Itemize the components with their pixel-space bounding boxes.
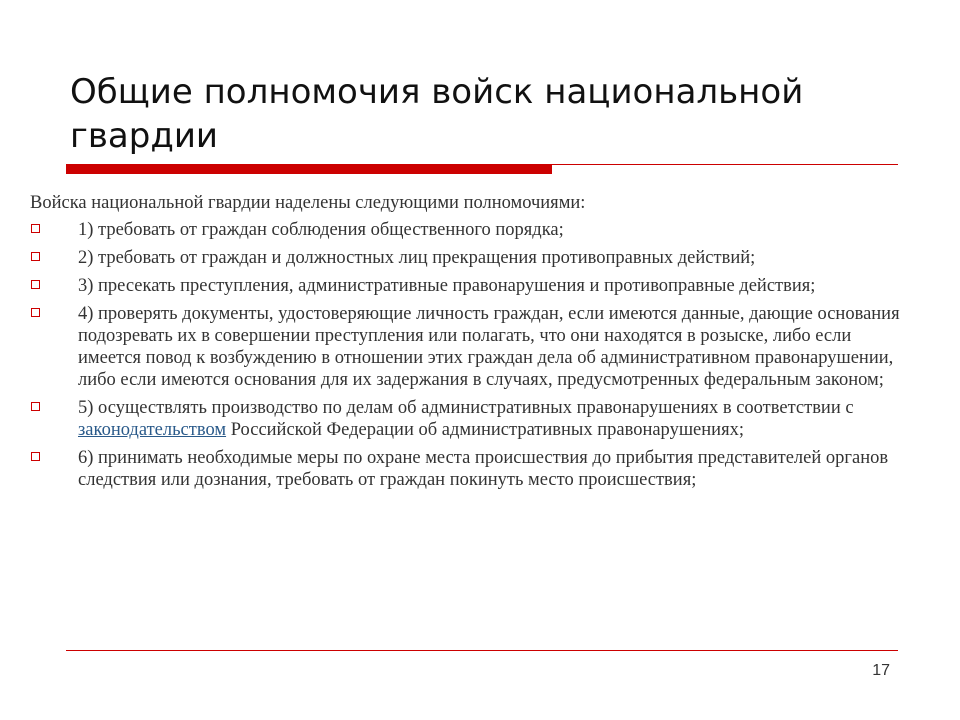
- list-item-text: [78, 398, 854, 440]
- square-bullet-icon: [31, 280, 40, 289]
- list-item: [30, 447, 900, 491]
- list-item-text: 2) требовать от граждан и должностных лиц прекращения противоправных действий;: [78, 248, 756, 268]
- list-item: [30, 397, 900, 441]
- list-item-text: 1) требовать от граждан соблюдения общественного порядка;: [78, 220, 564, 240]
- legislation-link[interactable]: законодательством: [78, 420, 227, 440]
- slide-content: [30, 192, 900, 497]
- list-item: [30, 219, 900, 241]
- square-bullet-icon: [31, 308, 40, 317]
- list-item-text-before: 5) осуществлять производство по делам об административных правонарушениях в соответствии с: [78, 398, 854, 418]
- slide-title: Общие полномочия войск национальной гвардии: [70, 72, 804, 156]
- square-bullet-icon: [31, 402, 40, 411]
- list-item: [30, 275, 900, 297]
- square-bullet-icon: [31, 452, 40, 461]
- title-underline-bar: [66, 164, 552, 174]
- list-item-text-after: Российской Федерации об административных правонарушениях;: [226, 420, 744, 440]
- list-item-text: 3) пресекать преступления, административные правонарушения и противоправные действия;: [78, 276, 816, 296]
- intro-text: Войска национальной гвардии наделены следующими полномочиями:: [30, 193, 586, 213]
- title-underline-line: [552, 164, 898, 165]
- list-item-text: 6) принимать необходимые меры по охране места происшествия до прибытия представителей органов следствия или дознания, требовать от граждан покинуть место происшествия;: [78, 448, 889, 490]
- list-item: [30, 303, 900, 391]
- list-item-text: 4) проверять документы, удостоверяющие личность граждан, если имеются данные, дающие основания подозревать их в совершении преступления или полагать, что они находятся в розыске, либо если имеется повод к возбуждению в отношении этих граждан дела об административном правонарушении, либо если имеются основания для их задержания в случаях, предусмотренных федеральным законом;: [78, 304, 900, 390]
- page-number: 17: [872, 662, 890, 679]
- square-bullet-icon: [31, 252, 40, 261]
- powers-list: [30, 219, 900, 491]
- footer-divider: [66, 650, 898, 651]
- list-item: [30, 247, 900, 269]
- square-bullet-icon: [31, 224, 40, 233]
